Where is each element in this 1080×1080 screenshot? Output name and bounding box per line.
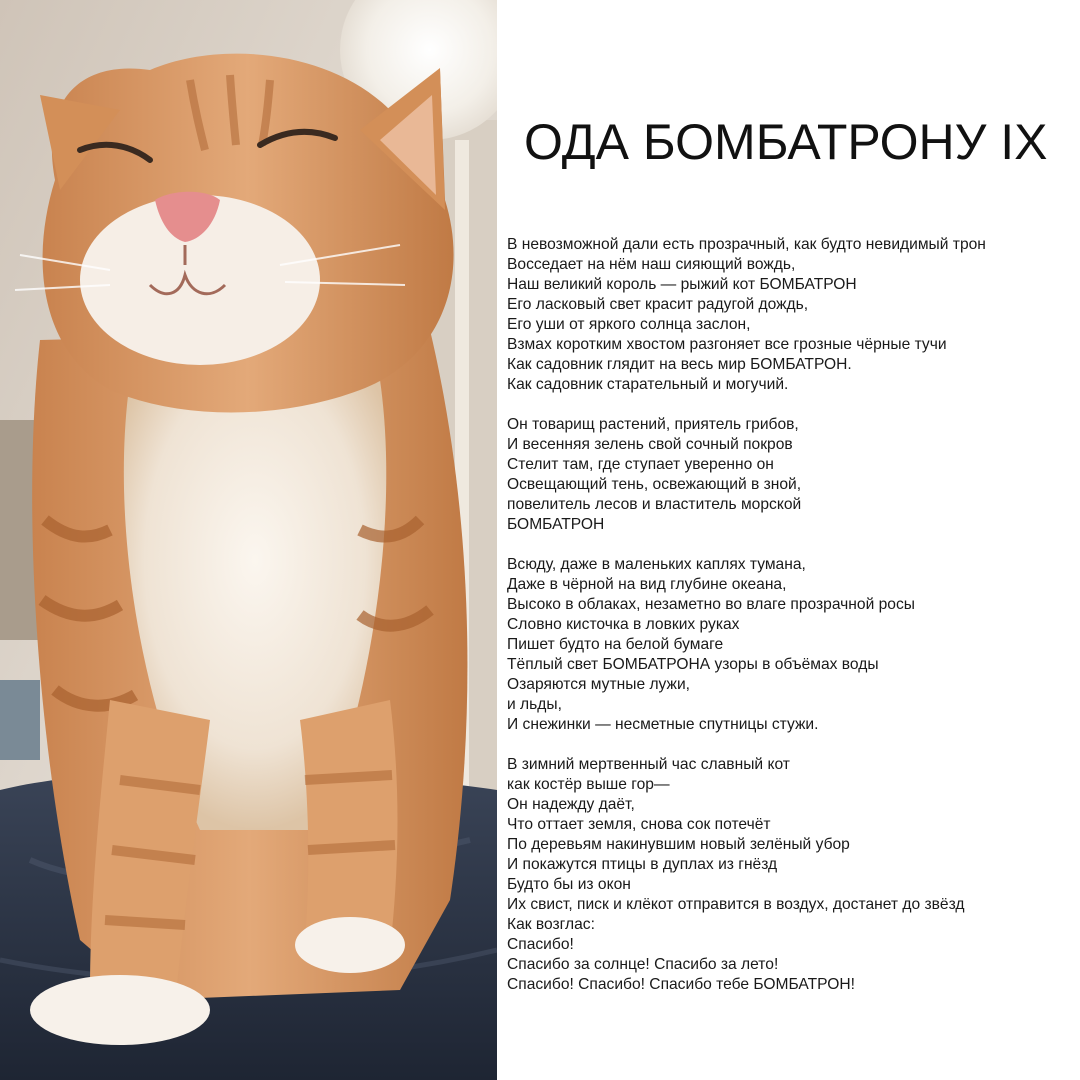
poem-line: И весенняя зелень свой сочный покров — [507, 436, 793, 453]
poem-line: Словно кисточка в ловких руках — [507, 616, 740, 633]
poem-line: В невозможной дали есть прозрачный, как будто невидимый трон — [507, 236, 986, 253]
poem-line: Его уши от яркого солнца заслон, — [507, 316, 751, 333]
poem-line: Его ласковый свет красит радугой дождь, — [507, 296, 809, 313]
poem-stanza — [507, 555, 1077, 735]
poem-stanza — [507, 755, 1077, 995]
poem-line: Спасибо за солнце! Спасибо за лето! — [507, 956, 779, 973]
poem-line: Высоко в облаках, незаметно во влаге прозрачной росы — [507, 596, 915, 613]
text-panel — [497, 0, 1080, 1080]
poem-line: Как возглас: — [507, 916, 595, 933]
poem-title: ОДА БОМБАТРОНУ IX — [524, 114, 1048, 170]
poem-line: И покажутся птицы в дуплах из гнёзд — [507, 856, 778, 873]
poem-line: Озаряются мутные лужи, — [507, 676, 690, 693]
poem-line: Стелит там, где ступает уверенно он — [507, 456, 774, 473]
poem-line: Даже в чёрной на вид глубине океана, — [507, 576, 787, 593]
poem-line: Тёплый свет БОМБАТРОНА узоры в объёмах воды — [507, 656, 879, 673]
poem-line: Спасибо! Спасибо! Спасибо тебе БОМБАТРОН! — [507, 976, 855, 993]
poem-body — [507, 235, 1077, 1015]
poem-line: Он надежду даёт, — [507, 796, 635, 813]
poem-line: Взмах коротким хвостом разгоняет все грозные чёрные тучи — [507, 336, 947, 353]
poem-line: В зимний мертвенный час славный кот — [507, 756, 790, 773]
poem-line: Как садовник глядит на весь мир БОМБАТРОН. — [507, 356, 852, 373]
poem-line: Всюду, даже в маленьких каплях тумана, — [507, 556, 806, 573]
poem-line: Освещающий тень, освежающий в зной, — [507, 476, 802, 493]
poem-line: По деревьям накинувшим новый зелёный убор — [507, 836, 850, 853]
poem-line: Будто бы из окон — [507, 876, 631, 893]
poem-line: Их свист, писк и клёкот отправится в воздух, достанет до звёзд — [507, 896, 965, 913]
poem-line: Спасибо! — [507, 936, 574, 953]
poem-line: Как садовник старательный и могучий. — [507, 376, 789, 393]
poem-line: И снежинки — несметные спутницы стужи. — [507, 716, 819, 733]
poem-stanza — [507, 235, 1077, 395]
poem-line: Пишет будто на белой бумаге — [507, 636, 724, 653]
poem-line: повелитель лесов и властитель морской — [507, 496, 802, 513]
poem-line: и льды, — [507, 696, 562, 713]
poem-line: Он товарищ растений, приятель грибов, — [507, 416, 799, 433]
poem-stanza — [507, 415, 1077, 535]
poem-line: БОМБАТРОН — [507, 516, 605, 533]
poem-line: Наш великий король — рыжий кот БОМБАТРОН — [507, 276, 857, 293]
poem-line: Восседает на нём наш сияющий вождь, — [507, 256, 796, 273]
cat-photo — [0, 0, 497, 1080]
poem-line: как костёр выше гор— — [507, 776, 670, 793]
poem-line: Что оттает земля, снова сок потечёт — [507, 816, 771, 833]
